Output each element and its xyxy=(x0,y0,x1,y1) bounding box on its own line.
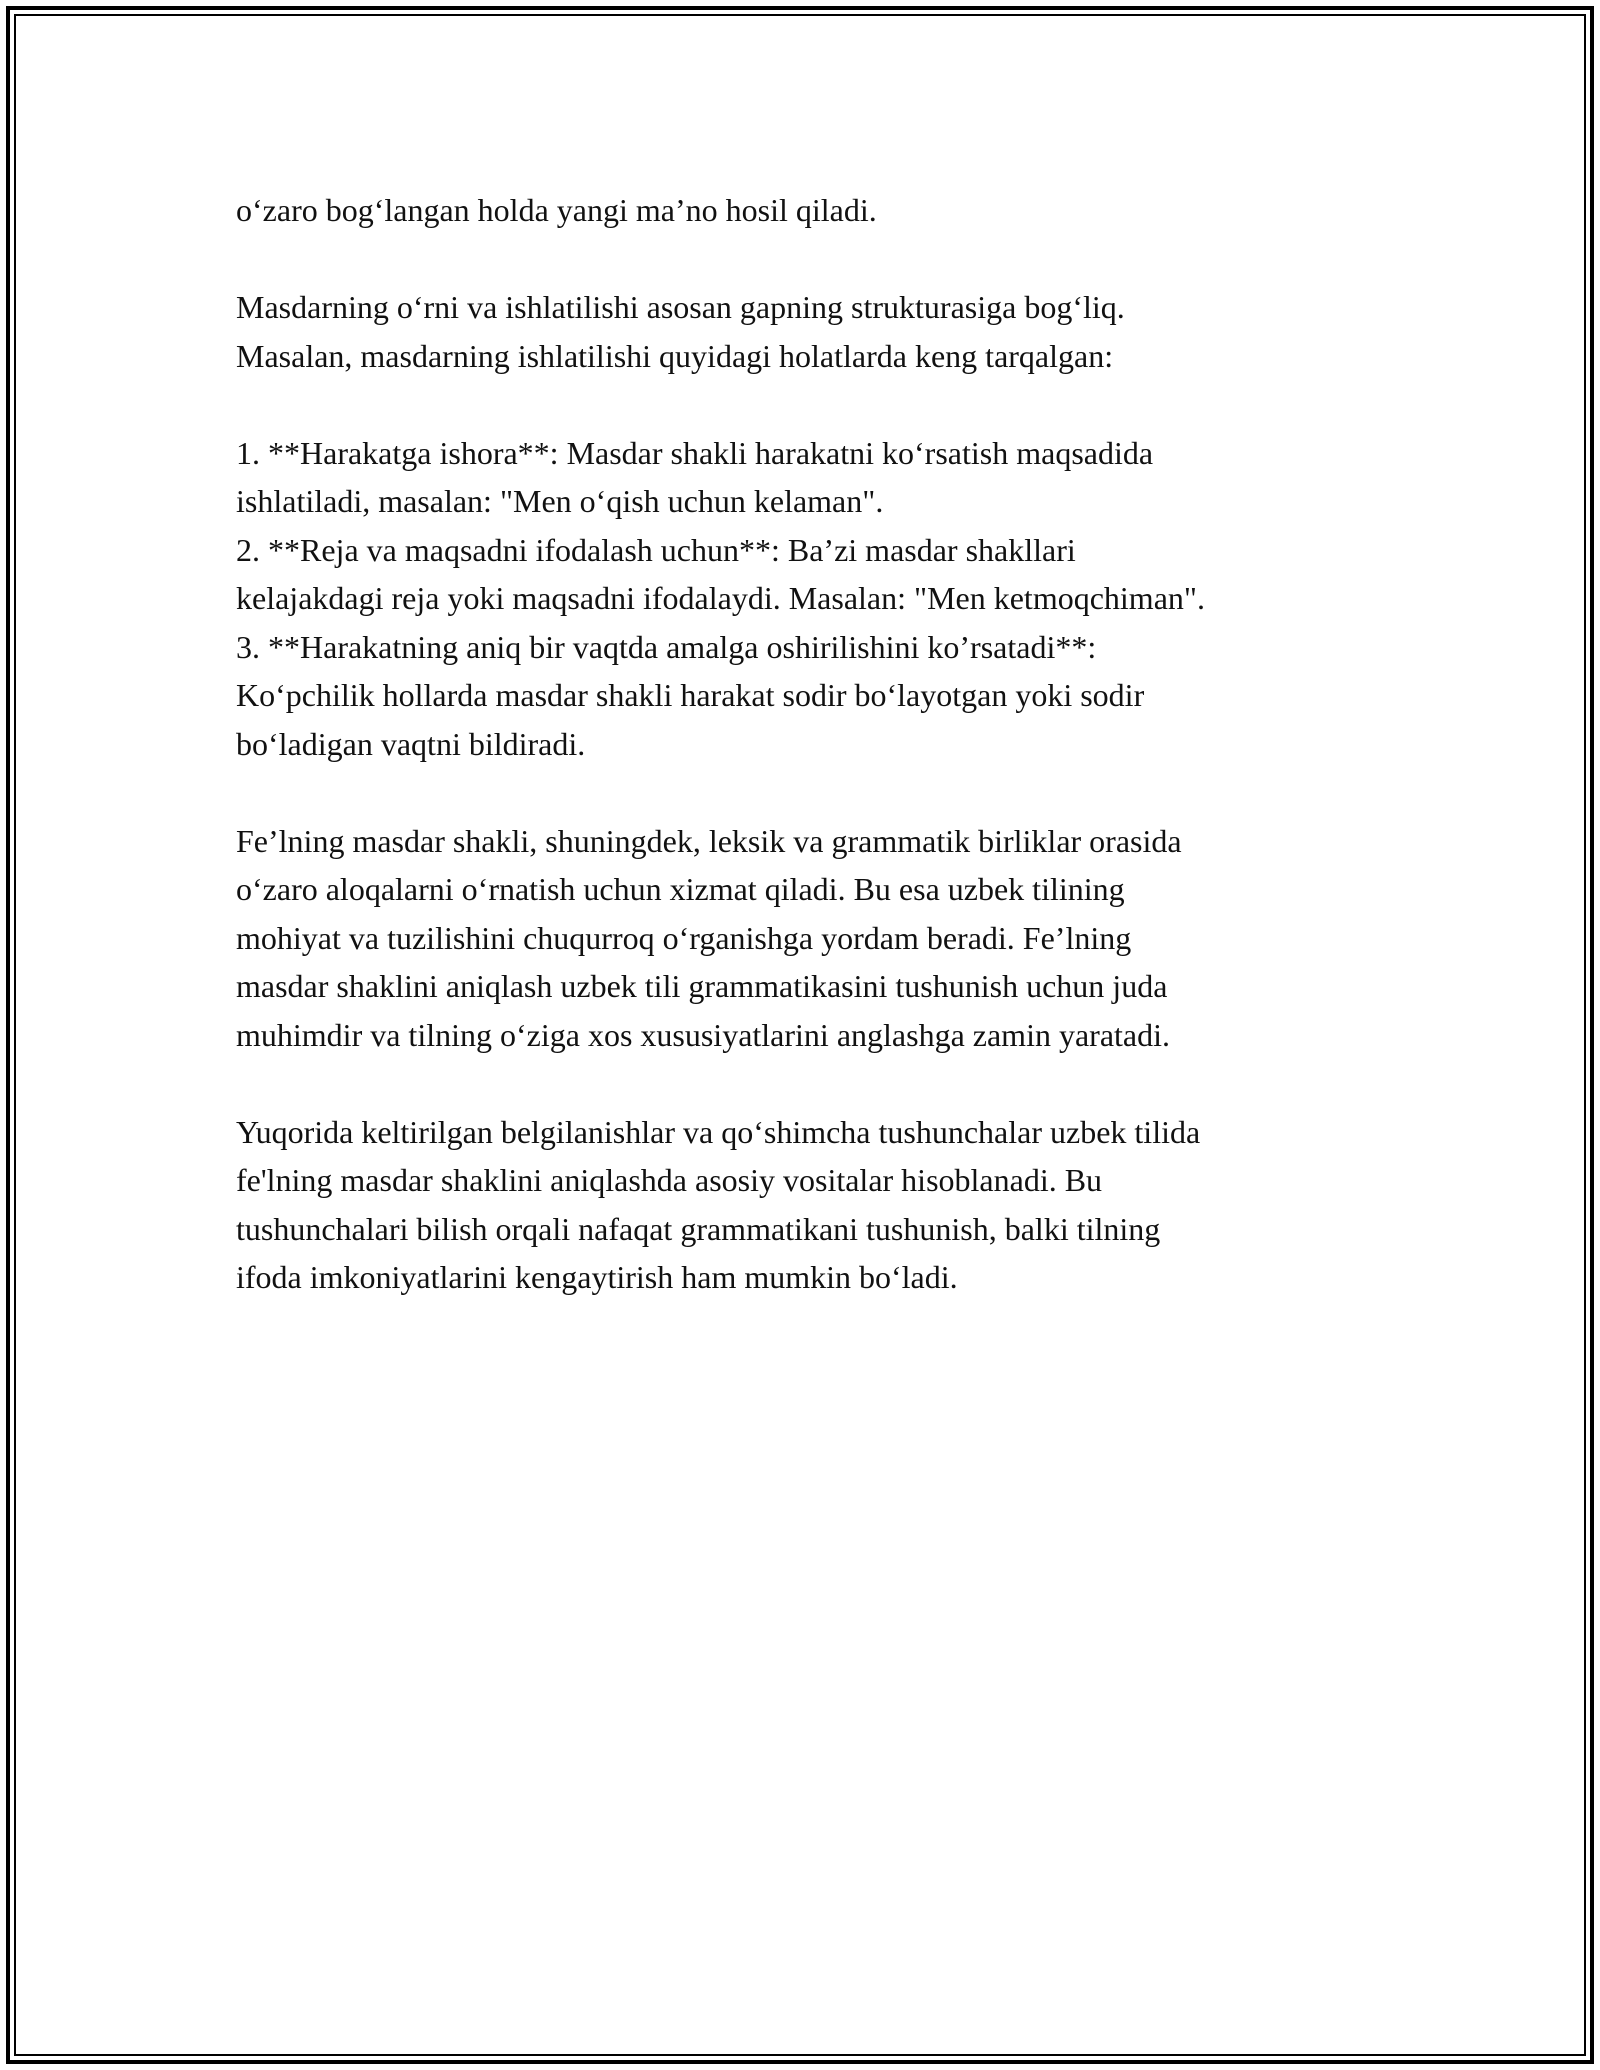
paragraph-conclusion: Yuqorida keltirilgan belgilanishlar va qo‘shimcha tushunchalar uzbek tilida fe'lning masdar shaklini aniqlashda asosiy vositalar hisoblanadi. Bu tushunchalari bilish orqali nafaqat grammatikani tushunish, balki tilning ifoda imkoniyatlarini kengaytirish ham mumkin bo‘ladi. xyxy=(236,1113,1201,1295)
paragraph-masdar-usage: Masdarning o‘rni va ishlatilishi asosan gapning strukturasiga bog‘liq. Masalan, masdarning ishlatilishi quyidagi holatlarda keng tarqalgan: xyxy=(236,289,1125,374)
paragraph-continuation: o‘zaro bog‘langan holda yangi ma’no hosil qiladi. xyxy=(236,192,877,228)
paragraph-masdar-function: Fe’lning masdar shakli, shuningdek, leksik va grammatik birliklar orasida o‘zaro aloqalarni o‘rnatish uchun xizmat qiladi. Bu esa uzbek tilining mohiyat va tuzilishini chuqurroq o‘rganishga yordam beradi. Fe’lning masdar shaklini aniqlash uzbek tili grammatikasini tushunish uchun juda muhimdir va tilning o‘ziga xos xususiyatlarini anglashga zamin yaratadi. xyxy=(236,822,1182,1053)
list-item: 2. **Reja va maqsadni ifodalash uchun**: Ba’zi masdar shakllari kelajakdagi reja yoki maqsadni ifodalaydi. Masalan: "Men ketmoqchiman". xyxy=(236,531,1205,616)
document-body xyxy=(236,186,1366,1350)
list-item: 3. **Harakatning aniq bir vaqtda amalga oshirilishini ko’rsatadi**: Ko‘pchilik hollarda masdar shakli harakat sodir bo‘layotgan yoki sodir bo‘ladigan vaqtni bildiradi. xyxy=(236,628,1145,762)
usage-list xyxy=(236,429,1366,769)
list-item: 1. **Harakatga ishora**: Masdar shakli harakatni ko‘rsatish maqsadida ishlatiladi, masalan: "Men o‘qish uchun kelaman". xyxy=(236,434,1154,519)
